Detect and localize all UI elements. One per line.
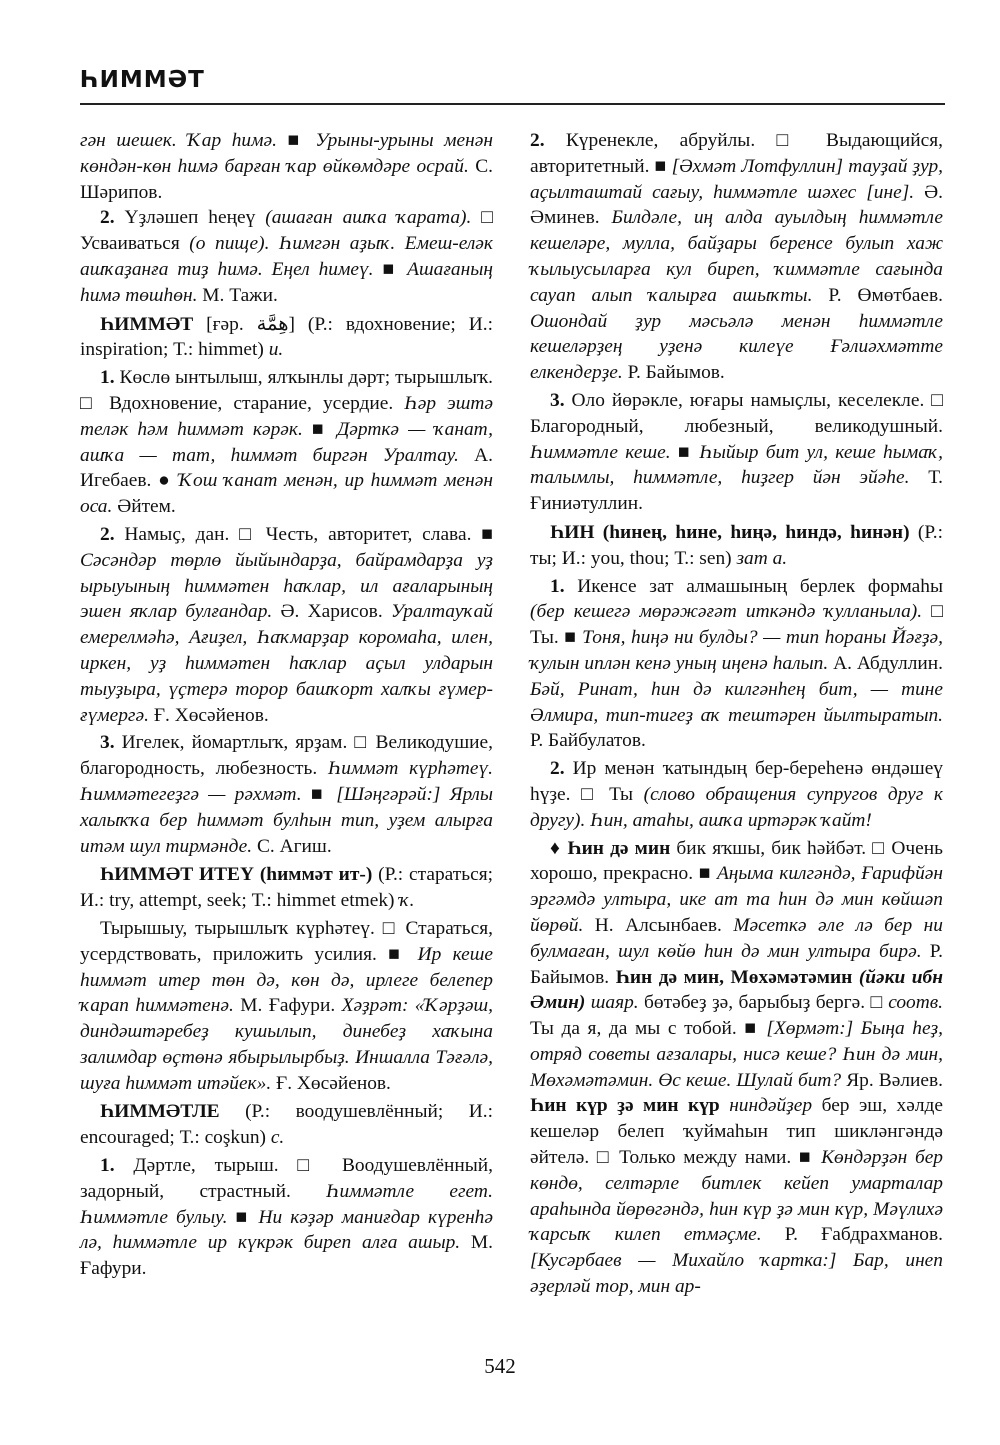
running-head: ҺИММӘТ — [80, 67, 205, 93]
dictionary-entry: гән шешек. Ҡар һимә. ■ Урыны-урыны менән көндән-көн һимә барған ҡар өйкөмдәре осрай. С. Шәрипов. — [80, 130, 493, 203]
dictionary-entry: 1. Көслө ынтылыш, ялҡынлы дәрт; тырышлыҡ. □ Вдохновение, старание, усердие. Һәр эштә теләк һәм һиммәт кәрәк. ■ Дәрткә — ҡанат, ашҡа — тат, һиммәт биргән Уралтау. А. Игебаев. ● Ҡош ҡанат менән, ир һиммәт менән оса. Әйтем. — [80, 367, 494, 518]
dictionary-entry: ҺИММӘТ [ғәр. هِمَّة] (Р.: вдохновение; И.: inspiration; Т.: himmet) и. — [80, 313, 493, 361]
dictionary-entry: 2. Ир менән ҡатындың бер-береһенә өндәшеү һүҙе. □ Ты (слово обращения супругов друг к другу). Һин, атаһы, ашҡа иртәрәк ҡайт! — [530, 758, 943, 831]
left-column — [80, 128, 493, 1282]
dictionary-entry: 2. Намыҫ, дан. □ Честь, авторитет, слава. ■ Сәсәндәр төрлө йыйындарҙа, байрамдарҙа уҙ ырыуының һиммәтен һаҡлар, ил ағаларының эшен яҡлар булғандар. Ә. Харисов. Уралтауҡай емерелмәһә, Ағиҙел, Һаҡмарҙар коромаһа, илен, иркен, уҙ һиммәтен һаҡлар аҫыл улдарын тыуҙыра, үҫтерә торор башҡорт халҡы ғүмер-ғүмергә. Ғ. Хөсәйенов. — [80, 523, 493, 726]
dictionary-entry: 3. Оло йөрәкле, юғары намыҫлы, кеселекле. □ Благородный, любезный, великодушный. Һиммәтле кеше. ■ Һыйыр бит ул, кеше һымаҡ, талымлы, һиммәтле, һиҙгер йән эйәһе. Т. Ғиниәтуллин. — [530, 389, 943, 515]
dictionary-entry: ♦ Һин дә мин бик яҡшы, бик һәйбәт. □ Очень хорошо, прекрасно. ■ Аңыма килгәндә, Ғарифйән эргәмдә ултыра, ике ат та һин дә мин көйшәп йөрөй. Н. Алсынбаев. Мәсеткә әле лә бер ни булмаған, шул көйө һин дә мин ултыра бирә. Р. Байымов. Һин дә мин, Мөхәмәтәмин (йәки ибн Әмин) шаяр. бөтәбеҙ ҙә, барыбыҙ бергә. □ соотв. Ты да я, да мы с тобой. ■ [Хөрмәт:] Быңа һеҙ, отряд советы ағзалары, нисә кеше? Һин дә мин, Мөхәмәтәмин. Өс кеше. Шулай бит? Яр. Вәлиев. Һин күр ҙә мин күр ниндәйҙер бер эш, хәлде кешеләр белеп ҡуймаһын тип шикләнгәндә әйтелә. □ Только между нами. ■ Көндәрҙән бер көндө, селтәрле битлек кейеп умарталар араһында йөрөгәндә, һин күр ҙә мин күр, Мәүлихә ҡарсыҡ килеп етмәҫме. Р. Ғабдрахманов. [Кусәрбаев — Михайло ҡартка:] Бар, инеп әҙерләй тор, мин ар- — [530, 837, 944, 1298]
dictionary-entry: 2. Үҙләшеп һеңеү (ашаған ашҡа ҡарата). □ Усваиваться (о пище). Һимгән аҙыҡ. Емеш-еләк ашҡаҙанға тиҙ һимә. Еңел һимеү. ■ Ашағаның һимә төшһөн. М. Тажи. — [80, 207, 493, 306]
right-column — [530, 128, 943, 1300]
dictionary-entry: 1. Икенсе зат алмашының берлек формаһы (бер кешегә мөрәжәғәт иткәндә ҡулланыла). □ Ты. ■ Тоня, һиңә ни булды? — тип һораны Йәғҙә, ҡулын иплән кенә уның иңенә һалып. А. Абдуллин. Бәй, Ринат, һин дә килгәнһең бит, — тине Әлмира, тип-тигеҙ аҡ тештәрен йылтыратып. Р. Байбулатов. — [530, 575, 943, 752]
dictionary-entry: 2. Күренекле, абруйлы. □ Выдающийся, авторитетный. ■ [Әхмәт Лотфуллин] тауҙай ҙур, аҫылташтай сағыу, һиммәтле шәхес [ине]. Ә. Әминев. Билдәле, иң алда ауылдың һиммәтле кешеләре, мулла, байҙары беренсе булып хаж ҡылыусыларға кул биреп, ҡиммәтле сағында сауап алып ҡалырға ашыҡты. Р. Өмөтбаев. Ошондай ҙур мәсьәлә менән һиммәтле кешеләрҙең уҙенә килеүе Ғәлиәхмәтте елкендерҙе. Р. Байымов. — [530, 130, 943, 384]
dictionary-entry: 1. Дәртле, тырыш. □ Воодушевлённый, задорный, страстный. Һиммәтле егет. Һиммәтле булыу. ■ Ни кәҙәр маниғдар күренһә лә, һиммәтле ир күкрәк биреп алға ашыр. М. Ғафури. — [80, 1155, 493, 1280]
dictionary-entry: ҺИН (һинең, һине, һиңә, һиндә, һинән) (Р.: ты; И.: you, thou; Т.: sen) зат а. — [530, 521, 943, 569]
header-rule — [80, 103, 945, 105]
dictionary-entry: ҺИММӘТЛЕ (Р.: воодушевлённый; И.: encouraged; Т.: coşkun) с. — [80, 1101, 493, 1149]
dictionary-entry: ҺИММӘТ ИТЕҮ (һиммәт ит-) (Р.: стараться; И.: try, attempt, seek; Т.: himmet etmek) ҡ. — [80, 864, 494, 912]
page-number: 542 — [484, 1354, 516, 1378]
dictionary-entry: Тырышыу, тырышлыҡ күрһәтеү. □ Стараться, усердствовать, приложить усилия. ■ Ир кеше һиммәт итер төн дә, көн дә, ирлеге белепер ҡарап һиммәтенә. М. Ғафури. Хәҙрәт: «Ҡәрҙәш, диндәштәребеҙ кушылып, динебеҙ хаҡына залимдар өҫтөнә ябырылырбыҙ. Иншалла Тәғәлә, шуға һиммәт итәйек». Ғ. Хөсәйенов. — [80, 917, 494, 1094]
dictionary-entry: 3. Игелек, йомартлыҡ, ярҙам. □ Великодушие, благородность, любезность. Һиммәт күрһәтеү. Һиммәтегеҙгә — рәхмәт. ■ [Шәңгәрәй:] Ярлы халыҡҡа бер һиммәт булһын тип, уҙем алырға итәм шул тирмәнде. С. Агиш. — [80, 732, 494, 857]
